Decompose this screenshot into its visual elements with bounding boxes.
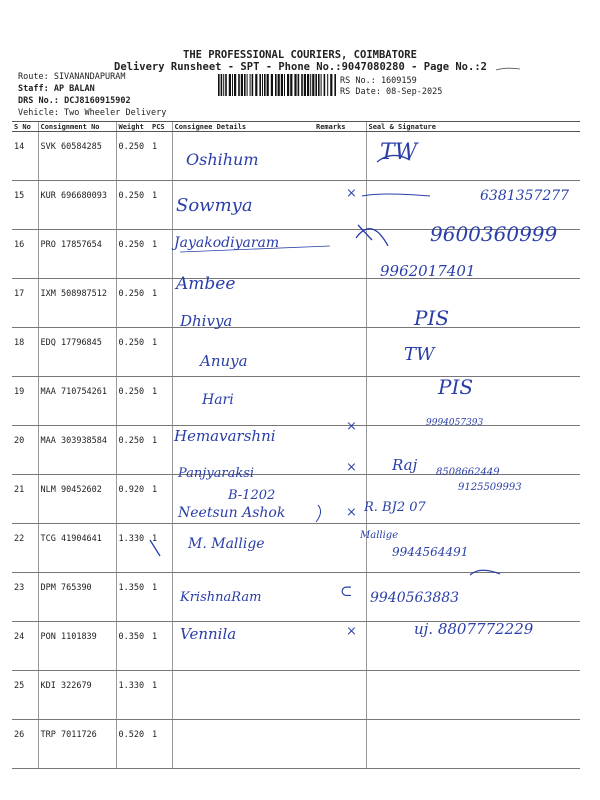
row-weight: 0.250 bbox=[116, 181, 150, 230]
handwritten-phone: 9125509993 bbox=[458, 482, 522, 493]
rs-date: RS Date: 08-Sep-2025 bbox=[340, 87, 443, 97]
rs-number: RS No.: 1609159 bbox=[340, 76, 417, 86]
company-title: THE PROFESSIONAL COURIERS, COIMBATORE bbox=[183, 49, 417, 61]
remark-mark: × bbox=[346, 460, 357, 475]
row-sno: 22 bbox=[12, 524, 38, 573]
col-signature: Seal & Signature bbox=[366, 122, 580, 132]
row-consignment: DPM 765390 bbox=[38, 573, 116, 622]
row-consignment: TCG 41904641 bbox=[38, 524, 116, 573]
staff-text: Staff: AP BALAN bbox=[18, 84, 95, 94]
handwritten-name: Vennila bbox=[180, 625, 237, 643]
col-pcs: PCS bbox=[150, 122, 172, 132]
handwritten-name: Jayakodiyaram bbox=[174, 235, 280, 251]
col-remarks: Remarks bbox=[314, 122, 366, 132]
handwritten-signature: PIS bbox=[438, 375, 474, 399]
row-weight: 0.250 bbox=[116, 328, 150, 377]
row-sno: 23 bbox=[12, 573, 38, 622]
handwritten-phone: 9944564491 bbox=[392, 545, 469, 559]
handwritten-name: Dhivya bbox=[180, 312, 233, 330]
row-consignment: NLM 90452602 bbox=[38, 475, 116, 524]
row-pcs: 1 bbox=[150, 181, 172, 230]
row-sno: 20 bbox=[12, 426, 38, 475]
row-weight: 1.350 bbox=[116, 573, 150, 622]
row-sno: 15 bbox=[12, 181, 38, 230]
handwritten-name: Hari bbox=[202, 392, 234, 408]
remark-mark: × bbox=[346, 624, 357, 639]
col-sno: S No bbox=[12, 122, 38, 132]
handwritten-phone: 6381357277 bbox=[480, 188, 570, 204]
row-pcs: 1 bbox=[150, 377, 172, 426]
row-weight: 0.250 bbox=[116, 426, 150, 475]
row-pcs: 1 bbox=[150, 573, 172, 622]
handwritten-name: M. Mallige bbox=[188, 536, 265, 552]
row-pcs: 1 bbox=[150, 720, 172, 769]
vehicle-text: Vehicle: Two Wheeler Delivery bbox=[18, 108, 167, 118]
drs-number: DRS No.: DCJ8160915902 bbox=[18, 96, 131, 106]
handwritten-signature: PIS bbox=[414, 306, 450, 330]
handwritten-name: B-1202 bbox=[228, 488, 276, 503]
handwritten-name: KrishnaRam bbox=[180, 590, 262, 605]
row-consignment: SVK 60584285 bbox=[38, 132, 116, 181]
row-weight: 0.250 bbox=[116, 230, 150, 279]
row-consignment: TRP 7011726 bbox=[38, 720, 116, 769]
handwritten-phone: 9600360999 bbox=[430, 222, 558, 246]
remark-mark: × bbox=[346, 419, 357, 434]
col-weight: Weight bbox=[116, 122, 150, 132]
row-pcs: 1 bbox=[150, 328, 172, 377]
row-pcs: 1 bbox=[150, 475, 172, 524]
handwritten-phone: 9994057393 bbox=[426, 418, 484, 428]
handwritten-name: Anuya bbox=[200, 352, 248, 370]
handwritten-name: Sowmya bbox=[176, 195, 253, 216]
handwritten-name: Ambee bbox=[176, 274, 236, 294]
runsheet-subtitle: Delivery Runsheet - SPT - Phone No.:9047080280 - Page No.:2 bbox=[114, 61, 487, 73]
handwritten-signature: Raj bbox=[392, 456, 418, 474]
row-consignment: IXM 508987512 bbox=[38, 279, 116, 328]
row-consignment: PRO 17857654 bbox=[38, 230, 116, 279]
handwritten-name: Neetsun Ashok bbox=[178, 505, 286, 521]
handwritten-name: Oshihum bbox=[186, 150, 259, 169]
row-weight: 0.250 bbox=[116, 377, 150, 426]
row-pcs: 1 bbox=[150, 426, 172, 475]
row-weight: 0.350 bbox=[116, 622, 150, 671]
row-sno: 14 bbox=[12, 132, 38, 181]
route-text: Route: SIVANANDAPURAM bbox=[18, 72, 126, 82]
row-consignment: MAA 303938584 bbox=[38, 426, 116, 475]
row-weight: 0.250 bbox=[116, 279, 150, 328]
handwritten-signature: Mallige bbox=[360, 530, 399, 541]
remark-mark: × bbox=[346, 186, 357, 201]
row-consignment: EDQ 17796845 bbox=[38, 328, 116, 377]
row-consignment: KUR 696680093 bbox=[38, 181, 116, 230]
row-consignment: MAA 710754261 bbox=[38, 377, 116, 426]
row-sno: 24 bbox=[12, 622, 38, 671]
col-consignment: Consignment No bbox=[38, 122, 116, 132]
row-weight: 1.330 bbox=[116, 524, 150, 573]
row-sno: 18 bbox=[12, 328, 38, 377]
row-sno: 26 bbox=[12, 720, 38, 769]
row-pcs: 1 bbox=[150, 671, 172, 720]
handwritten-phone: 9940563883 bbox=[370, 590, 460, 606]
row-consignment: PON 1101839 bbox=[38, 622, 116, 671]
row-pcs: 1 bbox=[150, 524, 172, 573]
handwritten-phone: 8508662449 bbox=[436, 467, 500, 478]
handwritten-signature: R. BJ2 07 bbox=[364, 500, 426, 515]
row-consignment: KDI 322679 bbox=[38, 671, 116, 720]
row-sno: 16 bbox=[12, 230, 38, 279]
row-weight: 0.520 bbox=[116, 720, 150, 769]
handwritten-phone: 9962017401 bbox=[380, 262, 476, 280]
row-weight: 0.920 bbox=[116, 475, 150, 524]
handwritten-signature: TW bbox=[380, 140, 418, 165]
row-sno: 21 bbox=[12, 475, 38, 524]
row-pcs: 1 bbox=[150, 622, 172, 671]
handwritten-name: Panjyaraksi bbox=[178, 466, 255, 481]
handwritten-signature: uj. 8807772229 bbox=[414, 620, 534, 638]
row-sno: 25 bbox=[12, 671, 38, 720]
row-pcs: 1 bbox=[150, 230, 172, 279]
handwritten-name: Hemavarshni bbox=[174, 427, 276, 445]
remark-mark: × bbox=[346, 505, 357, 520]
row-pcs: 1 bbox=[150, 132, 172, 181]
remark-mark: ⊂ bbox=[340, 582, 353, 600]
row-pcs: 1 bbox=[150, 279, 172, 328]
col-consignee: Consignee Details bbox=[172, 122, 314, 132]
row-sno: 17 bbox=[12, 279, 38, 328]
row-weight: 1.330 bbox=[116, 671, 150, 720]
handwritten-signature: TW bbox=[404, 344, 435, 365]
row-weight: 0.250 bbox=[116, 132, 150, 181]
row-sno: 19 bbox=[12, 377, 38, 426]
